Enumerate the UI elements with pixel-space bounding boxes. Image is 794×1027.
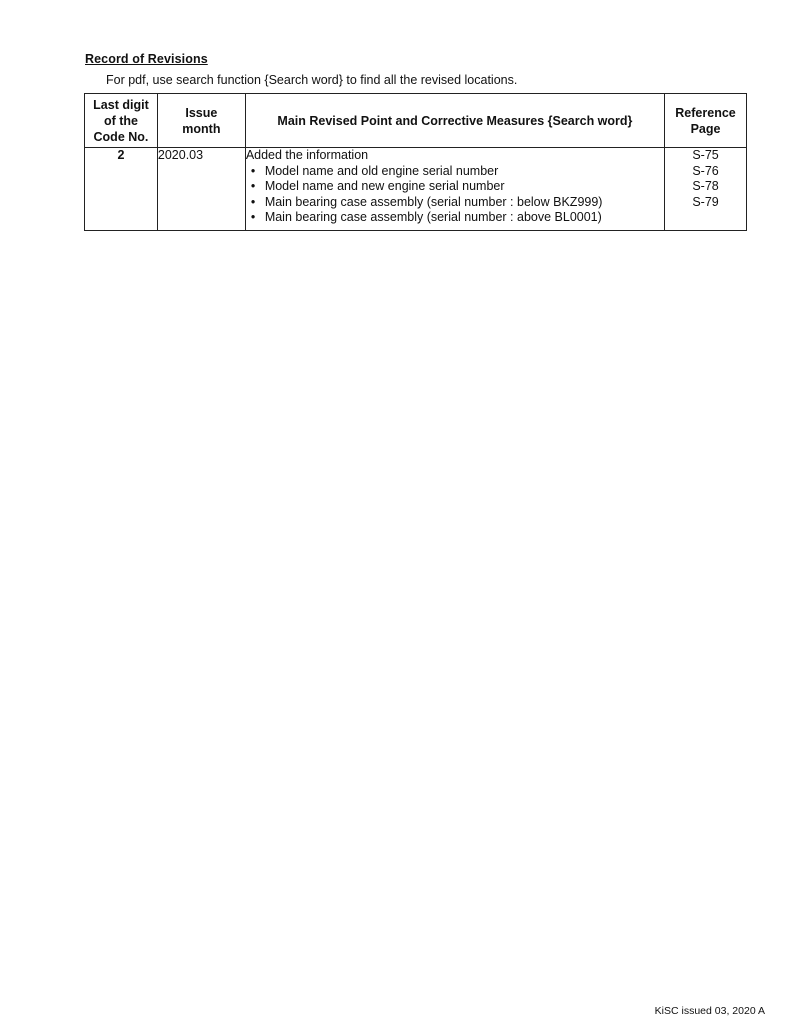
bullet-icon: • bbox=[250, 194, 256, 209]
list-item-text: Model name and new engine serial number bbox=[264, 179, 505, 193]
revision-intro: Added the information bbox=[245, 148, 369, 162]
cell-issue-month: 2020.03 bbox=[157, 148, 245, 231]
list-item-text: Main bearing case assembly (serial number : below BKZ999) bbox=[264, 194, 603, 209]
search-instructions: For pdf, use search function {Search word} to find all the revised locations. bbox=[106, 73, 518, 87]
header-code-line: of the bbox=[103, 113, 138, 128]
page-title: Record of Revisions bbox=[85, 52, 208, 66]
header-month-line: month bbox=[182, 121, 221, 136]
list-item-text: Model name and old engine serial number bbox=[264, 163, 499, 178]
cell-reference-pages bbox=[665, 148, 747, 231]
revisions-table bbox=[84, 93, 747, 231]
reference-page: S-76 bbox=[692, 163, 719, 178]
header-revised-points: Main Revised Point and Corrective Measures {Search word} bbox=[245, 94, 664, 148]
cell-revised-points bbox=[245, 148, 664, 231]
cell-code-no: 2 bbox=[85, 148, 158, 231]
header-issue-month bbox=[157, 94, 245, 148]
table-row bbox=[85, 148, 747, 231]
header-month-line: Issue bbox=[185, 105, 218, 120]
reference-page: S-79 bbox=[692, 194, 719, 209]
list-item bbox=[251, 164, 664, 180]
bullet-icon: • bbox=[250, 210, 256, 224]
header-code-line: Last digit bbox=[93, 97, 149, 112]
header-code-no bbox=[85, 94, 158, 148]
reference-page: S-75 bbox=[692, 148, 719, 162]
header-code-line: Code No. bbox=[93, 129, 149, 144]
bullet-icon: • bbox=[250, 163, 256, 178]
list-item bbox=[251, 195, 664, 211]
header-reference-line: Reference bbox=[675, 105, 736, 120]
bullet-icon: • bbox=[250, 179, 256, 193]
header-reference-page bbox=[665, 94, 747, 148]
header-reference-line: Page bbox=[690, 121, 721, 136]
revision-list bbox=[246, 164, 664, 226]
list-item-text: Main bearing case assembly (serial number : above BL0001) bbox=[264, 210, 602, 224]
table-header-row bbox=[85, 94, 747, 148]
list-item bbox=[251, 179, 664, 195]
issue-footer: KiSC issued 03, 2020 A bbox=[654, 1005, 765, 1017]
list-item bbox=[251, 210, 664, 226]
reference-page: S-78 bbox=[692, 179, 719, 193]
